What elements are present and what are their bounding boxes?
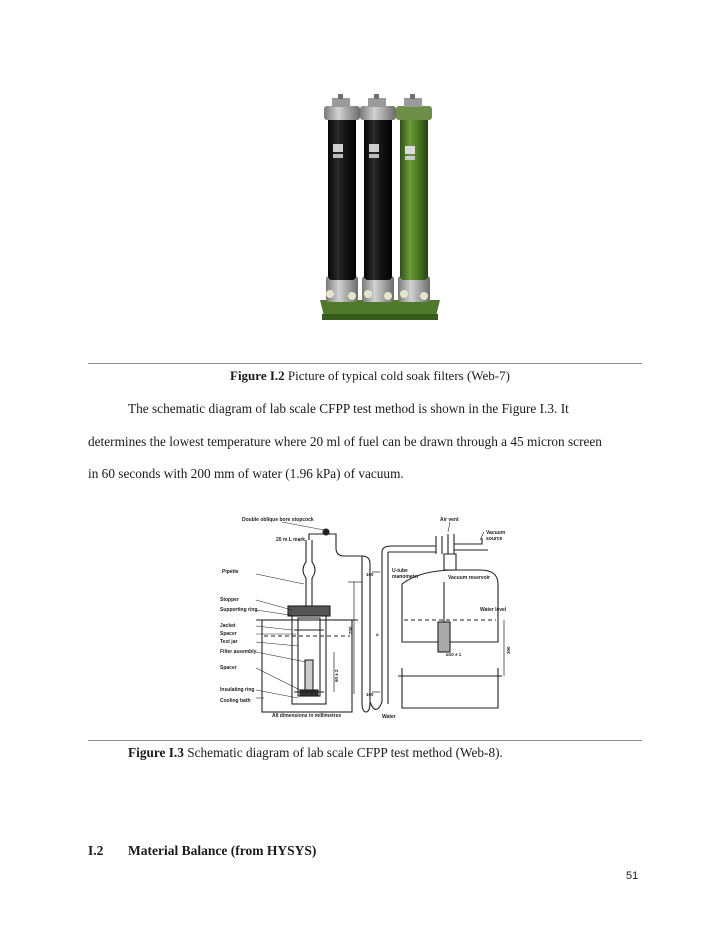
dim-100-top: 100 [366,572,374,577]
label-insulating-ring: Insulating ring [220,687,255,693]
dim-60: 60 ± 2 [334,669,339,682]
figure-i2-caption-text: Picture of typical cold soak filters (Web-7) [287,368,510,383]
label-stopper: Stopper [220,597,239,603]
label-supporting-ring: Supporting ring [220,607,258,613]
paragraph-line-2: determines the lowest temperature where 20 ml of fuel can be drawn through a 45 micron screen [88,434,602,449]
section-number: I.2 [88,843,104,858]
label-spacer-1: Spacer [220,631,237,637]
cfpp-schematic-diagram [212,512,518,722]
figure-i3-rule [88,740,642,741]
label-vacuum-reservoir: Vacuum reservoir [448,575,490,581]
figure-i3-label: Figure I.3 [128,745,184,760]
dim-200-left: 200 [348,626,353,634]
filter-2 [364,116,392,280]
dim-100-bottom: 100 [366,692,374,697]
figure-i3-caption-text: Schematic diagram of lab scale CFPP test method (Web-8). [187,745,503,760]
label-stopcock: Double oblique bore stopcock [242,517,314,523]
label-mark: 20 m L mark [276,537,306,543]
label-water-level: Water level [480,607,507,613]
label-spacer-2: Spacer [220,665,237,671]
label-vacuum-source-1: Vacuum [486,530,506,536]
cold-soak-filters-photo [316,94,444,324]
label-utube-2: manometer [392,574,419,580]
filter-1 [328,116,356,280]
label-air-vent: Air vent [440,517,459,523]
dim-300-right: 300 [506,646,511,654]
page-number: 51 [626,870,639,882]
figure-i2-label: Figure I.2 [230,368,285,383]
label-dimensions: All dimensions in millimetres [272,713,342,719]
paragraph-line-3: in 60 seconds with 200 mm of water (1.96 kPa) of vacuum. [88,466,404,481]
label-vacuum-source-2: source [486,536,503,542]
paragraph-line-1: The schematic diagram of lab scale CFPP test method is shown in the Figure I.3. It [128,401,569,416]
section-title: Material Balance (from HYSYS) [128,843,317,858]
label-jacket: Jacket [220,623,236,629]
label-test-jar: Test jar [220,639,238,645]
dim-a: a [376,632,379,637]
filter-base-plate [320,300,440,316]
filter-3 [400,116,428,280]
dim-phi: ø10 ± 1 [446,652,462,657]
label-pipette: Pipette [222,569,239,575]
label-water: Water [382,714,396,720]
label-cooling-bath: Cooling bath [220,698,251,704]
figure-i2-rule [88,363,642,364]
figure-i2-caption [230,368,510,384]
figure-i3-caption [128,745,503,761]
label-filter-assembly: Filter assembly [220,649,257,655]
label-utube-1: U-tube [392,568,408,574]
